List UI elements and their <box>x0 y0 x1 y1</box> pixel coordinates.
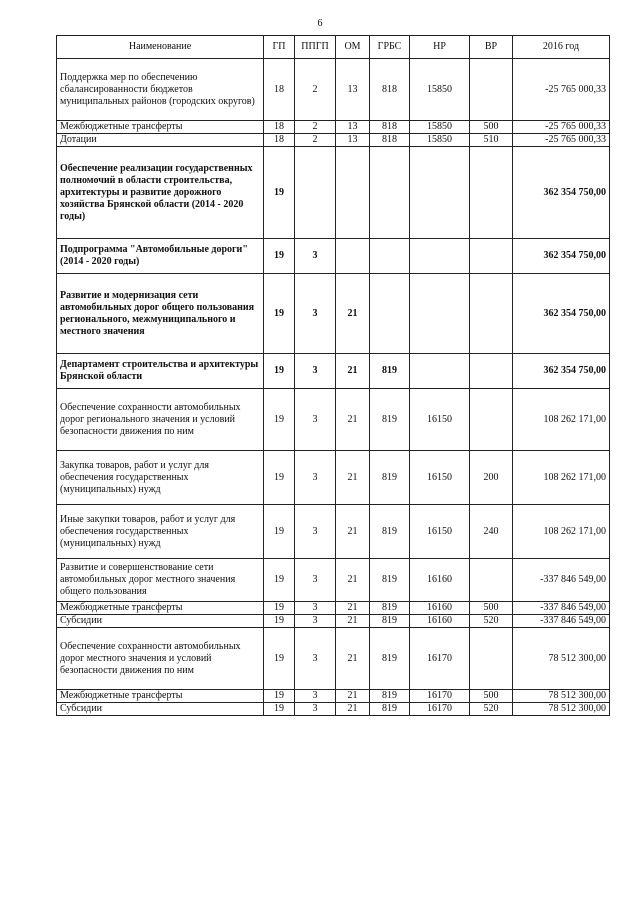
table-row <box>57 239 610 274</box>
row-gp: 19 <box>264 389 295 451</box>
row-name: Иные закупки товаров, работ и услуг для обеспечения государственных (муниципальных) нужд <box>57 505 264 559</box>
row-amount: -25 765 000,33 <box>513 59 610 121</box>
row-grbs: 819 <box>370 559 410 602</box>
row-name: Обеспечение реализации государственных полномочий в области строительства, архитектуры и развитие дорожного хозяйства Брянской области (2014 - 2020 годы) <box>57 147 264 239</box>
header-grbs: ГРБС <box>370 36 410 59</box>
row-grbs: 819 <box>370 505 410 559</box>
row-amount: -337 846 549,00 <box>513 615 610 628</box>
row-gp: 19 <box>264 602 295 615</box>
row-om <box>336 239 370 274</box>
row-nr <box>410 354 470 389</box>
row-gp: 18 <box>264 134 295 147</box>
row-ppgp: 3 <box>295 559 336 602</box>
row-grbs: 819 <box>370 602 410 615</box>
row-ppgp: 3 <box>295 451 336 505</box>
row-nr: 16160 <box>410 602 470 615</box>
row-om: 21 <box>336 389 370 451</box>
row-nr: 15850 <box>410 121 470 134</box>
row-name: Обеспечение сохранности автомобильных дорог регионального значения и условий безопасности движения по ним <box>57 389 264 451</box>
row-name: Межбюджетные трансферты <box>57 121 264 134</box>
table-row <box>57 451 610 505</box>
row-vr <box>470 147 513 239</box>
row-gp: 18 <box>264 59 295 121</box>
row-gp: 19 <box>264 690 295 703</box>
row-gp: 19 <box>264 147 295 239</box>
row-amount: 78 512 300,00 <box>513 690 610 703</box>
row-grbs: 819 <box>370 690 410 703</box>
row-vr: 200 <box>470 451 513 505</box>
row-ppgp: 3 <box>295 389 336 451</box>
row-name: Межбюджетные трансферты <box>57 602 264 615</box>
row-vr: 510 <box>470 134 513 147</box>
row-name: Закупка товаров, работ и услуг для обеспечения государственных (муниципальных) нужд <box>57 451 264 505</box>
row-nr: 16170 <box>410 628 470 690</box>
row-gp: 19 <box>264 505 295 559</box>
table-row <box>57 602 610 615</box>
row-gp: 19 <box>264 239 295 274</box>
table-row <box>57 615 610 628</box>
row-name: Подпрограмма "Автомобильные дороги" (2014 - 2020 годы) <box>57 239 264 274</box>
row-grbs: 819 <box>370 703 410 716</box>
row-nr <box>410 147 470 239</box>
row-vr <box>470 59 513 121</box>
row-amount: -337 846 549,00 <box>513 602 610 615</box>
row-ppgp: 3 <box>295 615 336 628</box>
row-grbs: 819 <box>370 389 410 451</box>
row-ppgp: 3 <box>295 690 336 703</box>
row-nr: 16160 <box>410 559 470 602</box>
row-vr: 500 <box>470 690 513 703</box>
row-gp: 19 <box>264 274 295 354</box>
row-name: Обеспечение сохранности автомобильных дорог местного значения и условий безопасности движения по ним <box>57 628 264 690</box>
row-vr <box>470 389 513 451</box>
budget-table <box>56 35 610 716</box>
table-row <box>57 389 610 451</box>
row-vr: 500 <box>470 602 513 615</box>
row-name: Субсидии <box>57 615 264 628</box>
row-gp: 19 <box>264 451 295 505</box>
row-name: Развитие и модернизация сети автомобильных дорог общего пользования регионального, межмуниципального и местного значения <box>57 274 264 354</box>
row-grbs: 819 <box>370 615 410 628</box>
row-ppgp: 3 <box>295 602 336 615</box>
row-gp: 19 <box>264 559 295 602</box>
table-row <box>57 147 610 239</box>
row-amount: -25 765 000,33 <box>513 134 610 147</box>
row-om <box>336 147 370 239</box>
row-vr <box>470 274 513 354</box>
table-row <box>57 690 610 703</box>
row-nr <box>410 239 470 274</box>
row-gp: 18 <box>264 121 295 134</box>
row-grbs: 819 <box>370 354 410 389</box>
row-amount: 362 354 750,00 <box>513 274 610 354</box>
row-ppgp: 3 <box>295 239 336 274</box>
table-body <box>57 59 610 716</box>
row-nr: 15850 <box>410 134 470 147</box>
table-row <box>57 354 610 389</box>
row-amount: 108 262 171,00 <box>513 505 610 559</box>
row-om: 21 <box>336 451 370 505</box>
row-name: Поддержка мер по обеспечению сбалансированности бюджетов муниципальных районов (городских округов) <box>57 59 264 121</box>
row-vr <box>470 628 513 690</box>
table-row <box>57 59 610 121</box>
row-vr: 520 <box>470 615 513 628</box>
row-ppgp: 3 <box>295 628 336 690</box>
row-nr <box>410 274 470 354</box>
table-row <box>57 274 610 354</box>
row-om: 21 <box>336 602 370 615</box>
row-grbs: 818 <box>370 134 410 147</box>
row-gp: 19 <box>264 703 295 716</box>
row-grbs: 818 <box>370 59 410 121</box>
row-grbs: 819 <box>370 628 410 690</box>
row-vr: 520 <box>470 703 513 716</box>
header-vr: ВР <box>470 36 513 59</box>
row-ppgp <box>295 147 336 239</box>
row-amount: -337 846 549,00 <box>513 559 610 602</box>
header-name: Наименование <box>57 36 264 59</box>
row-ppgp: 3 <box>295 274 336 354</box>
header-nr: НР <box>410 36 470 59</box>
row-vr: 500 <box>470 121 513 134</box>
row-om: 13 <box>336 121 370 134</box>
row-nr: 16150 <box>410 505 470 559</box>
row-amount: 362 354 750,00 <box>513 147 610 239</box>
row-om: 21 <box>336 505 370 559</box>
row-grbs <box>370 239 410 274</box>
row-gp: 19 <box>264 354 295 389</box>
row-vr <box>470 354 513 389</box>
row-grbs: 819 <box>370 451 410 505</box>
row-gp: 19 <box>264 615 295 628</box>
header-om: ОМ <box>336 36 370 59</box>
page-number: 6 <box>317 18 323 29</box>
row-om: 21 <box>336 703 370 716</box>
header-year: 2016 год <box>513 36 610 59</box>
row-gp: 19 <box>264 628 295 690</box>
row-nr: 16150 <box>410 389 470 451</box>
row-ppgp: 3 <box>295 703 336 716</box>
header-ppgp: ППГП <box>295 36 336 59</box>
table-row <box>57 559 610 602</box>
row-amount: 78 512 300,00 <box>513 703 610 716</box>
row-nr: 16160 <box>410 615 470 628</box>
row-om: 21 <box>336 274 370 354</box>
row-ppgp: 2 <box>295 121 336 134</box>
table-header-row <box>57 36 610 59</box>
table-row <box>57 703 610 716</box>
row-om: 21 <box>336 615 370 628</box>
row-nr: 15850 <box>410 59 470 121</box>
row-vr: 240 <box>470 505 513 559</box>
row-grbs <box>370 274 410 354</box>
header-gp: ГП <box>264 36 295 59</box>
row-name: Развитие и совершенствование сети автомобильных дорог местного значения общего пользования <box>57 559 264 602</box>
row-grbs <box>370 147 410 239</box>
row-om: 21 <box>336 628 370 690</box>
row-ppgp: 2 <box>295 59 336 121</box>
row-vr <box>470 239 513 274</box>
row-amount: 108 262 171,00 <box>513 389 610 451</box>
table-row <box>57 505 610 559</box>
table-row <box>57 134 610 147</box>
row-ppgp: 3 <box>295 505 336 559</box>
row-name: Департамент строительства и архитектуры Брянской области <box>57 354 264 389</box>
row-om: 21 <box>336 354 370 389</box>
row-om: 13 <box>336 134 370 147</box>
row-amount: 362 354 750,00 <box>513 354 610 389</box>
row-amount: 362 354 750,00 <box>513 239 610 274</box>
row-name: Субсидии <box>57 703 264 716</box>
row-amount: 108 262 171,00 <box>513 451 610 505</box>
row-om: 21 <box>336 559 370 602</box>
row-nr: 16150 <box>410 451 470 505</box>
row-om: 13 <box>336 59 370 121</box>
row-amount: 78 512 300,00 <box>513 628 610 690</box>
row-amount: -25 765 000,33 <box>513 121 610 134</box>
row-nr: 16170 <box>410 703 470 716</box>
row-name: Межбюджетные трансферты <box>57 690 264 703</box>
row-ppgp: 3 <box>295 354 336 389</box>
row-vr <box>470 559 513 602</box>
row-ppgp: 2 <box>295 134 336 147</box>
table-row <box>57 121 610 134</box>
row-nr: 16170 <box>410 690 470 703</box>
row-name: Дотации <box>57 134 264 147</box>
table-row <box>57 628 610 690</box>
row-om: 21 <box>336 690 370 703</box>
row-grbs: 818 <box>370 121 410 134</box>
